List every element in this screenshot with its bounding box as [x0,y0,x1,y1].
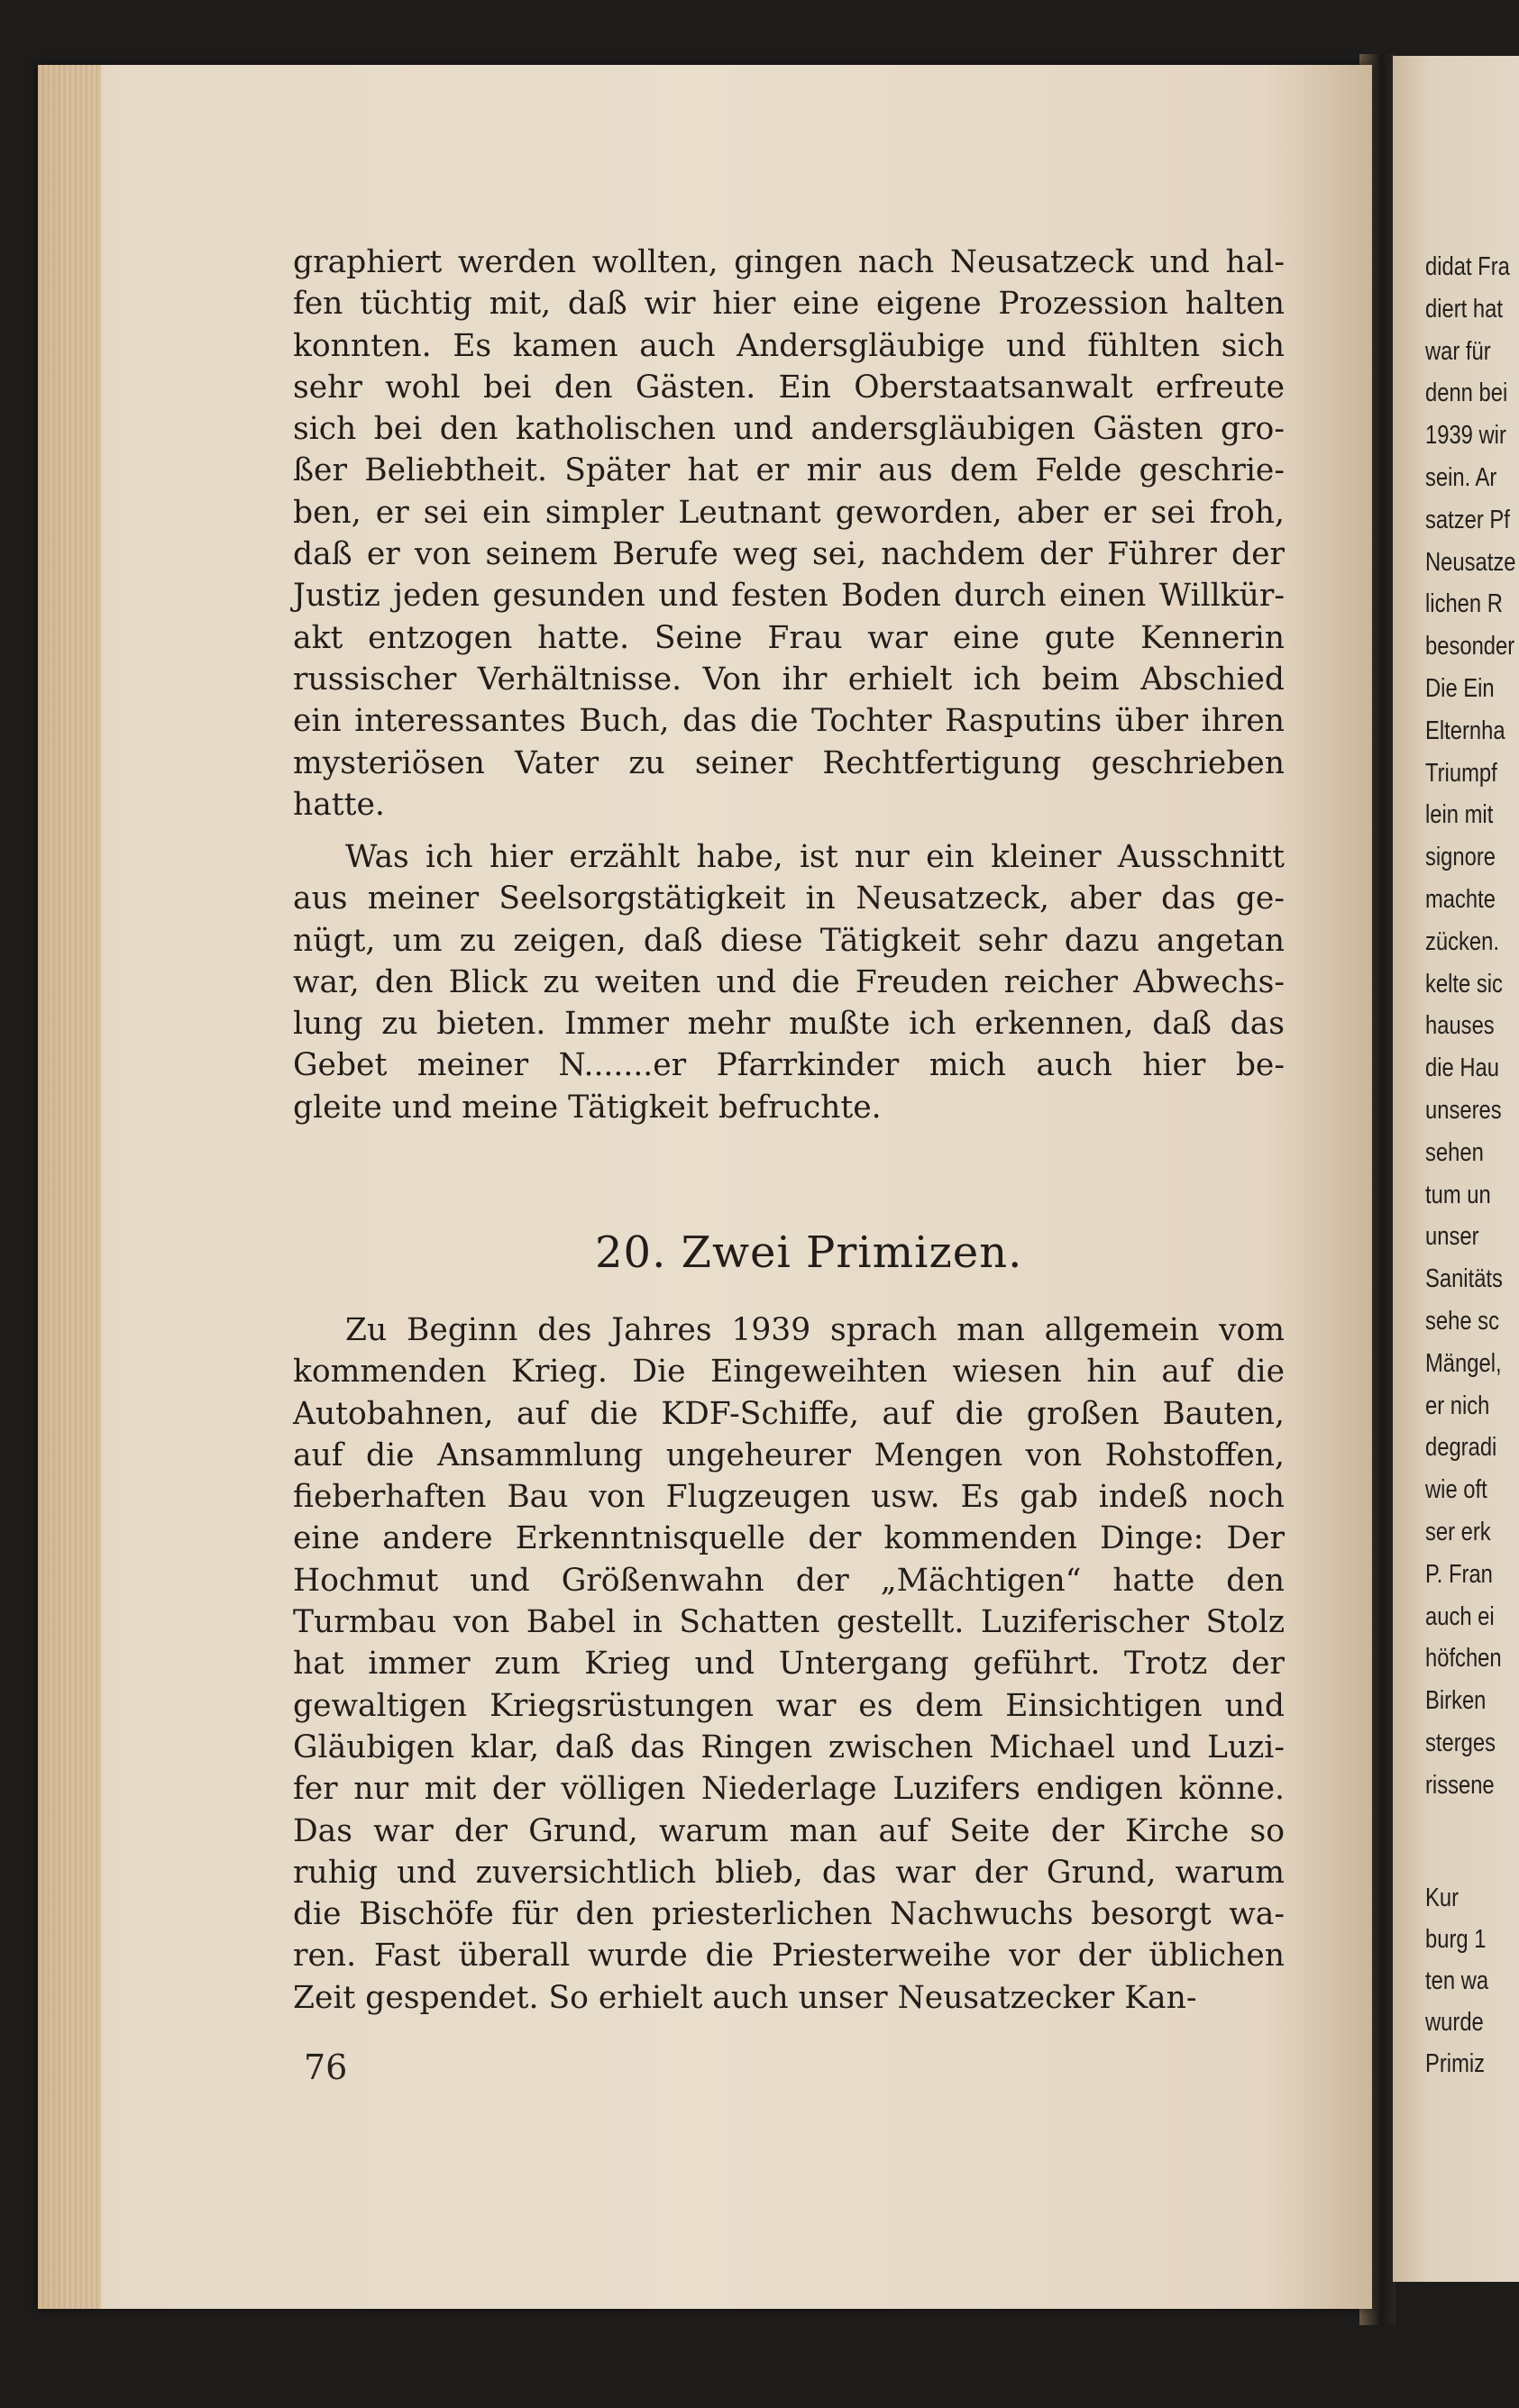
next-page-line: war für [1425,336,1491,366]
paragraph-2 [293,836,1285,1128]
page-number: 76 [304,2048,348,2087]
book-page-right-fragment [1393,56,1519,2282]
next-page-line: diert hat [1425,294,1503,324]
text-line: ren. Fast überall wurde die Priesterweihe vor der üblichen [293,1938,1285,1975]
next-page-line: lichen R [1425,589,1503,619]
text-line: ruhig und zuversichtlich blieb, das war der Grund, warum [293,1854,1285,1891]
text-line: die Bischöfe für den priesterlichen Nachwuchs besorgt wa- [293,1896,1285,1933]
next-page-line: kelte sic [1425,969,1503,999]
next-page-line: Elternha [1425,716,1505,745]
text-line: lung zu bieten. Immer mehr mußte ich erkennen, daß das [293,1006,1285,1043]
next-page-line: Neusatze [1425,547,1516,577]
next-page-line: besonder [1425,632,1515,661]
next-page-line: Primiz [1425,2049,1486,2078]
next-page-line: signore [1425,843,1496,872]
text-line: auf die Ansammlung ungeheurer Mengen von Rohstoffen, [293,1437,1285,1473]
text-line: war, den Blick zu weiten und die Freuden reicher Abwechs- [293,963,1285,1000]
next-page-line: wurde [1425,2008,1484,2037]
next-page-line: degradi [1425,1433,1497,1463]
text-line: Was ich hier erzählt habe, ist nur ein kleiner Ausschnitt [345,839,1285,875]
next-page-line: Kur [1425,1884,1460,1912]
next-page-line: lein mit [1425,800,1494,830]
next-page-line: denn bei [1425,379,1508,408]
text-line: nügt, um zu zeigen, daß diese Tätigkeit sehr dazu angetan [293,922,1285,959]
next-page-line: 1939 wir [1425,421,1506,451]
text-line: daß er von seinem Berufe weg sei, nachdem der Führer der [293,536,1285,573]
text-line: kommenden Krieg. Die Eingeweihten wiesen hin auf die [293,1354,1285,1391]
next-page-line: Sanitäts [1425,1264,1503,1294]
next-page-line: unseres [1425,1096,1502,1125]
text-line: Autobahnen, auf die KDF-Schiffe, auf die großen Bauten, [293,1395,1285,1432]
next-page-line: Mängel, [1425,1348,1502,1378]
text-line: Gläubigen klar, daß das Ringen zwischen Michael und Luzi- [293,1728,1285,1765]
text-line: ben, er sei ein simpler Leutnant geworden, aber er sei froh, [293,494,1285,531]
text-line: Turmbau von Babel in Schatten gestellt. Luziferischer Stolz [293,1604,1285,1641]
next-page-line: sein. Ar [1425,463,1497,492]
text-line: konnten. Es kamen auch Andersgläubige und fühlten sich [293,327,1285,364]
next-page-line: hauses [1425,1011,1495,1041]
next-page-line: zücken. [1425,926,1499,956]
next-page-line: Triumpf [1425,758,1497,788]
next-page-line: er nich [1425,1391,1490,1420]
next-page-line: rissene [1425,1770,1495,1800]
paragraph-3 [293,1309,1285,2019]
text-line: hat immer zum Krieg und Untergang geführt. Trotz der [293,1646,1285,1683]
next-page-line: höfchen [1425,1644,1502,1674]
text-line: ein interessantes Buch, das die Tochter Rasputins über ihren [293,703,1285,740]
next-page-line: P. Fran [1425,1559,1493,1589]
next-page-line: auch ei [1425,1601,1495,1631]
text-line: eine andere Erkenntnisquelle der kommenden Dinge: Der [293,1520,1285,1557]
next-page-line: satzer Pf [1425,505,1510,534]
text-line: fieberhaften Bau von Flugzeugen usw. Es gab indeß noch [293,1479,1285,1516]
paragraph-1 [293,242,1285,825]
next-page-line: ser erk [1425,1518,1491,1546]
text-line: gewaltigen Kriegsrüstungen war es dem Einsichtigen und [293,1687,1285,1724]
chapter-heading: 20. Zwei Primizen. [595,1227,1023,1278]
next-page-line: Die Ein [1425,674,1495,703]
next-page-line: sehen [1425,1137,1484,1167]
next-page-line: tum un [1425,1180,1491,1209]
next-page-line: burg 1 [1425,1925,1487,1954]
text-line: gleite und meine Tätigkeit befruchte. [293,1089,882,1126]
text-line: fen tüchtig mit, daß wir hier eine eigene Prozession halten [293,286,1285,323]
text-line: russischer Verhältnisse. Von ihr erhielt ich beim Abschied [293,661,1285,698]
text-line: hatte. [293,786,385,823]
text-line: ßer Beliebtheit. Später hat er mir aus dem Felde geschrie- [293,452,1285,489]
page-edge [38,65,101,2309]
text-line: sehr wohl bei den Gästen. Ein Oberstaatsanwalt erfreute [293,369,1285,406]
text-line: Justiz jeden gesunden und festen Boden durch einen Willkür- [293,578,1285,615]
next-page-line: didat Fra [1425,252,1510,281]
text-line: Hochmut und Größenwahn der „Mächtigen“ hatte den [293,1562,1285,1599]
next-page-line: wie oft [1425,1475,1487,1505]
next-page-line: sterges [1425,1728,1496,1757]
text-line: Zeit gespendet. So erhielt auch unser Neusatzecker Kan- [293,1979,1197,2016]
next-page-line: ten wa [1425,1966,1489,1995]
next-page-line: sehe sc [1425,1307,1499,1336]
text-line: fer nur mit der völligen Niederlage Luzifers endigen könne. [293,1771,1285,1808]
next-page-line: unser [1425,1222,1479,1252]
text-line: Gebet meiner N.......er Pfarrkinder mich auch hier be- [293,1047,1285,1084]
next-page-line: machte [1425,885,1496,914]
next-page-line: Birken [1425,1686,1487,1716]
text-line: aus meiner Seelsorgstätigkeit in Neusatzeck, aber das ge- [293,880,1285,917]
text-line: akt entzogen hatte. Seine Frau war eine gute Kennerin [293,619,1285,656]
text-line: mysteriösen Vater zu seiner Rechtfertigung geschrieben [293,744,1285,781]
next-page-line: die Hau [1425,1054,1499,1083]
text-line: Das war der Grund, warum man auf Seite der Kirche so [293,1812,1285,1849]
text-line: Zu Beginn des Jahres 1939 sprach man allgemein vom [345,1312,1285,1348]
text-line: graphiert werden wollten, gingen nach Neusatzeck und hal- [293,244,1285,280]
text-line: sich bei den katholischen und andersgläubigen Gästen gro- [293,411,1285,448]
